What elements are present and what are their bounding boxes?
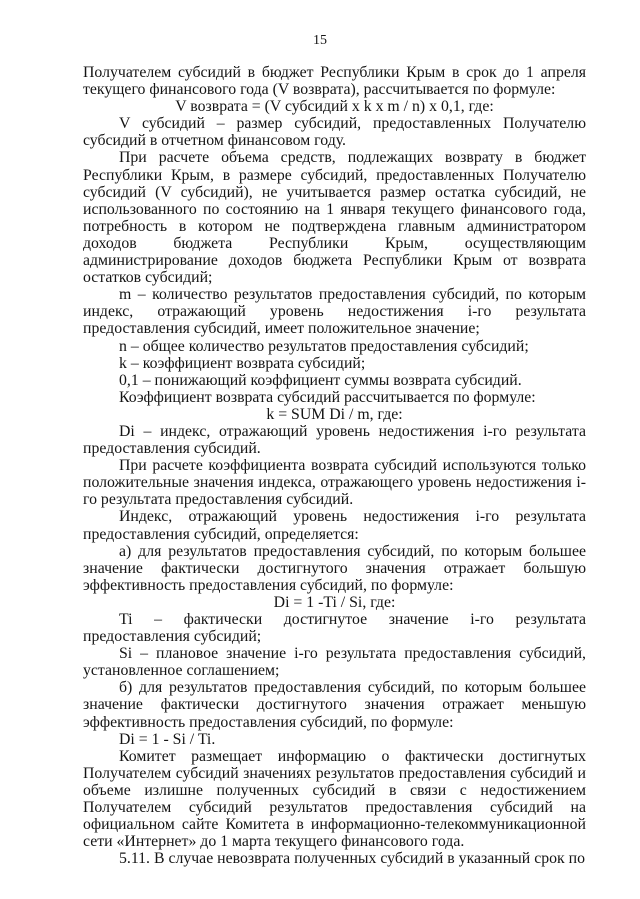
paragraph-reduction-coefficient: 0,1 – понижающий коэффициент суммы возврата субсидий. bbox=[119, 371, 522, 389]
paragraph-v-subsidies: V субсидий – размер субсидий, предоставленных Получателю субсидий в отчетном финансовом году. bbox=[83, 115, 586, 150]
formula-return-volume: V возврата = (V субсидий x k x m / n) x 0,1, где: bbox=[175, 98, 494, 116]
paragraph-case-a: а) для результатов предоставления субсидий, по которым большее значение фактически достигнутого значения отражает большую эффективность предоставления субсидий, по формуле: bbox=[83, 542, 586, 594]
paragraph-return-calculation: При расчете объема средств, подлежащих возврату в бюджет Республики Крым, в размере субсидий, предоставленных Получателю субсидий (V субсидий), не учитывается размер остатка субсидий, не использованного по состоянию на 1 января текущего финансового года, потребность в котором не подтверждена главным администратором доходов бюджета Республики Крым, осуществляющим администрирование доходов бюджета Республики Крым от возврата остатков субсидий; bbox=[83, 149, 586, 287]
paragraph-coefficient-intro: Коэффициент возврата субсидий рассчитывается по формуле: bbox=[119, 388, 536, 406]
page-number: 15 bbox=[313, 33, 327, 48]
paragraph-di-definition: Di – индекс, отражающий уровень недостижения i-го результата предоставления субсидий. bbox=[83, 422, 586, 458]
paragraph-positive-values: При расчете коэффициента возврата субсидий используются только положительные значения индекса, отражающего уровень недостижения i-го результата предоставления субсидий. bbox=[83, 457, 586, 509]
paragraph-5-11: 5.11. В случае невозврата полученных субсидий в указанный срок по bbox=[119, 850, 585, 868]
paragraph-case-b: б) для результатов предоставления субсидий, по которым большее значение фактически достигнутого значения отражает меньшую эффективность предоставления субсидий, по формуле: bbox=[83, 679, 586, 731]
formula-case-a: Di = 1 -Ti / Si, где: bbox=[273, 593, 396, 611]
paragraph-index-determination: Индекс, отражающий уровень недостижения i-го результата предоставления субсидий, определяется: bbox=[83, 508, 586, 543]
paragraph-k-definition: k – коэффициент возврата субсидий; bbox=[119, 354, 366, 372]
document-body bbox=[83, 64, 586, 867]
paragraph-committee-publication: Комитет размещает информацию о фактически достигнутых Получателем субсидий значениях результатов предоставления субсидий и объеме излишне полученных субсидий в связи с недостижением Получателем субсидий результатов предоставления субсидий на официальном сайте Комитета в информационно-телекоммуникационной сети «Интернет» до 1 марта текущего финансового года. bbox=[83, 747, 586, 851]
paragraph-m-definition: m – количество результатов предоставления субсидий, по которым индекс, отражающий уровень недостижения i-го результата предоставления субсидий, имеет положительное значение; bbox=[83, 286, 586, 338]
paragraph-return-deadline: Получателем субсидий в бюджет Республики Крым в срок до 1 апреля текущего финансового года (V возврата), рассчитывается по формуле: bbox=[83, 64, 586, 99]
formula-case-b: Di = 1 - Si / Ti. bbox=[119, 730, 216, 748]
paragraph-ti-definition: Ti – фактически достигнутое значение i-го результата предоставления субсидий; bbox=[83, 611, 586, 646]
paragraph-si-definition: Si – плановое значение i-го результата предоставления субсидий, установленное соглашением; bbox=[83, 645, 586, 680]
paragraph-n-definition: n – общее количество результатов предоставления субсидий; bbox=[119, 337, 529, 355]
formula-coefficient: k = SUM Di / m, где: bbox=[266, 405, 403, 423]
